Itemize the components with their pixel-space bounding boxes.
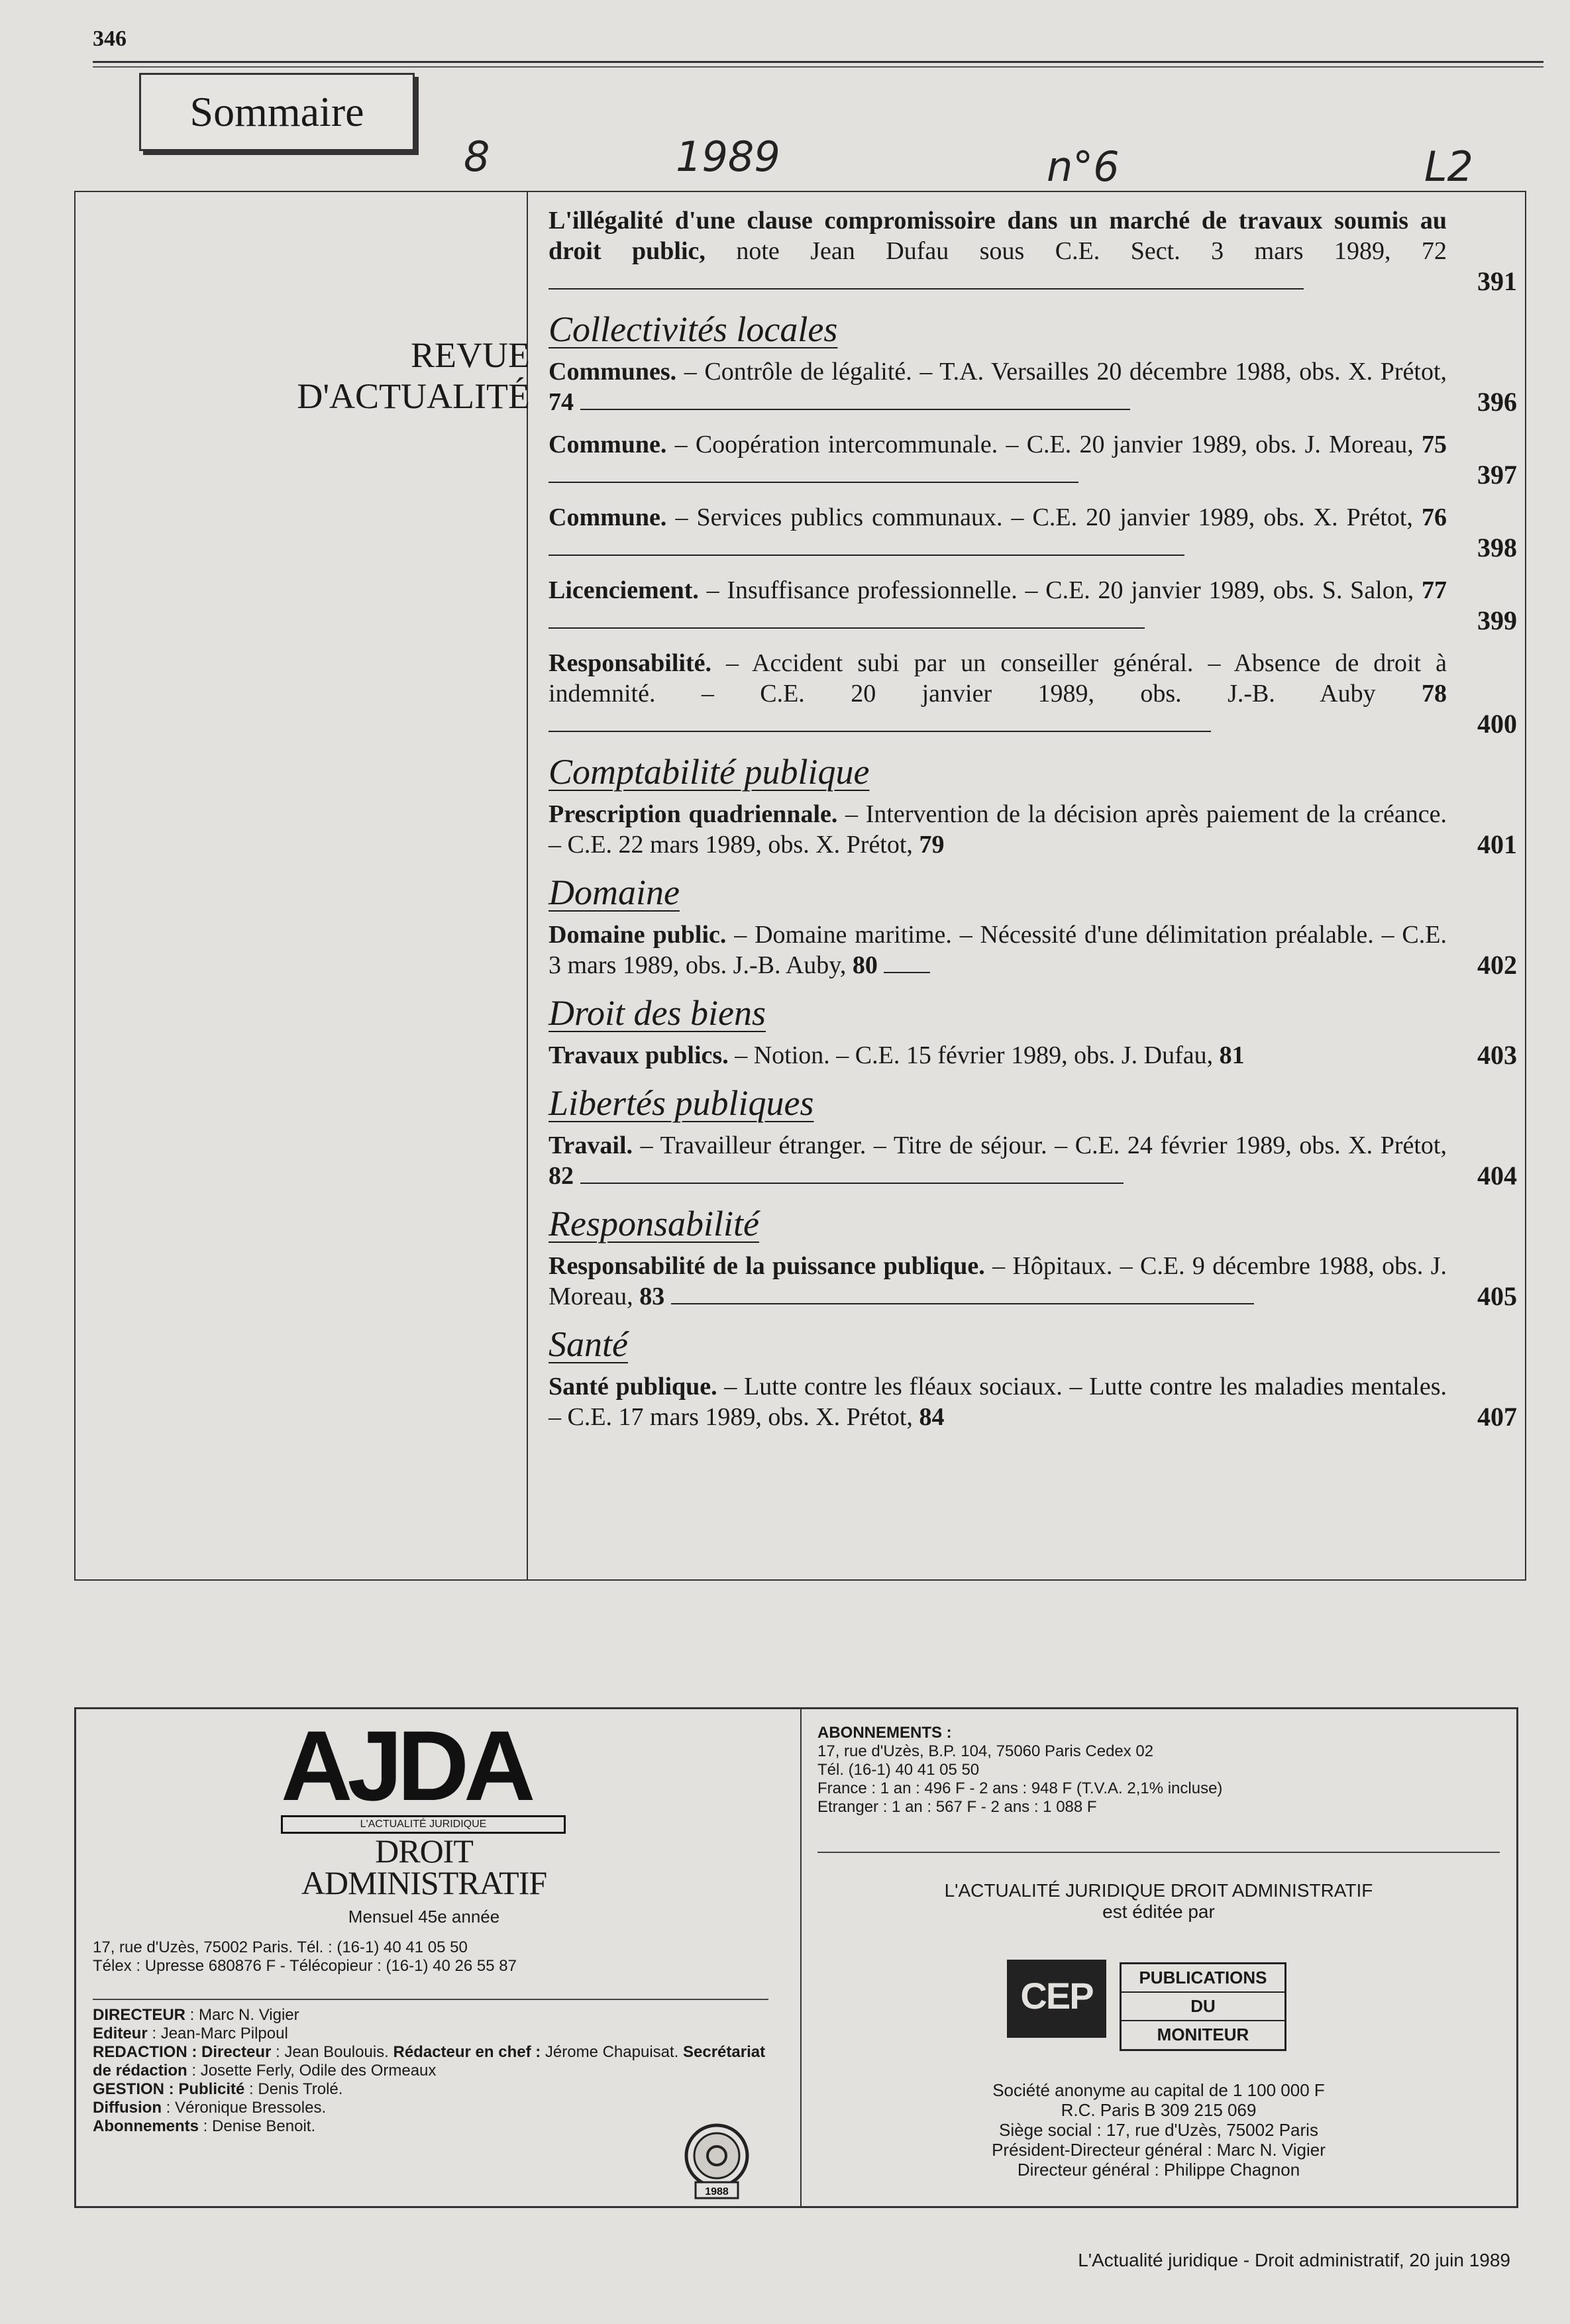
entry-page: 399 [1477, 606, 1517, 635]
section-label-line1: REVUE [411, 335, 530, 375]
price-france: France : 1 an : 496 F - 2 ans : 948 F (T.V.A. 2,1% incluse) [817, 1779, 1223, 1797]
entry-text: – Contrôle de légalité. – T.A. Versailles 20 décembre 1988, obs. X. Prétot, [676, 358, 1447, 386]
subscriptions-address: 17, rue d'Uzès, B.P. 104, 75060 Paris Cedex 02 [817, 1742, 1154, 1760]
entry-title: Responsabilité. [549, 649, 711, 677]
staff-list [93, 2006, 782, 2136]
running-footer: L'Actualité juridique - Droit administratif, 20 juin 1989 [1078, 2250, 1510, 2270]
staff-role: Secrétariat de rédaction [93, 2043, 766, 2080]
toc-heading: Droit des biens [549, 993, 766, 1033]
entry-page: 397 [1477, 460, 1517, 490]
publication-title-line1: DROIT [375, 1832, 473, 1870]
entry-text: – Notion. – C.E. 15 février 1989, obs. J. Dufau, [728, 1041, 1220, 1069]
staff-role: GESTION : Publicité [93, 2080, 245, 2098]
header-rule [93, 61, 1544, 63]
entry-number: 77 [1422, 576, 1447, 604]
divider [93, 1999, 768, 2000]
toc-heading: Comptabilité publique [549, 752, 870, 792]
toc-heading: Responsabilité [549, 1204, 759, 1243]
entry-title: Commune. [549, 431, 667, 458]
staff-name: Jean-Marc Pilpoul [160, 2025, 288, 2042]
toc-heading: Domaine [549, 872, 680, 912]
staff-role: REDACTION : Directeur [93, 2043, 272, 2061]
entry-page: 402 [1477, 950, 1517, 980]
company-info [817, 2080, 1500, 2180]
toc-heading: Santé [549, 1324, 628, 1364]
handwritten-note-3: n°6 [1047, 142, 1120, 191]
staff-role: Rédacteur en chef : [393, 2043, 541, 2061]
entry-title: Communes. [549, 358, 677, 386]
toc-entry-intro [549, 205, 1517, 297]
entry-text: – Travailleur étranger. – Titre de séjour. – C.E. 24 février 1989, obs. X. Prétot, [633, 1132, 1447, 1159]
toc-entry [549, 356, 1517, 417]
entry-number: 74 [549, 388, 574, 416]
masthead-divider [800, 1707, 802, 2206]
entry-text: – Lutte contre les fléaux sociaux. – Lutte contre les maladies mentales. – C.E. 17 mars 1989, obs. X. Prétot, [549, 1373, 1447, 1431]
leader-line [580, 1163, 1124, 1184]
entry-title: Travail. [549, 1132, 633, 1159]
handwritten-note-2: 1989 [676, 132, 780, 181]
company-line: Président-Directeur général : Marc N. Vigier [992, 2140, 1326, 2160]
staff-item: GESTION : Publicité : Denis Trolé. [93, 2080, 343, 2098]
entry-text: – Domaine maritime. – Nécessité d'une délimitation préalable. – C.E. 3 mars 1989, obs. J.-B. Auby, [549, 921, 1447, 979]
staff-name: Denise Benoit. [212, 2117, 316, 2135]
frequency: Mensuel 45e année [348, 1907, 500, 1927]
entry-number: 78 [1422, 680, 1447, 708]
page-title: Sommaire [139, 73, 415, 151]
staff-role: Abonnements [93, 2117, 199, 2135]
entry-page: 403 [1477, 1040, 1517, 1070]
telex-line: Télex : Upresse 680876 F - Télécopieur : (16-1) 40 26 55 87 [93, 1957, 517, 1975]
entry-page: 398 [1477, 533, 1517, 562]
entry-number: 75 [1422, 431, 1447, 458]
toc-entry [549, 799, 1517, 860]
entry-page: 400 [1477, 709, 1517, 739]
staff-name: Véronique Bressoles. [175, 2099, 327, 2117]
leader-line [580, 389, 1130, 410]
entry-title: L'illégalité d'une clause compromissoire dans un marché de travaux soumis au droit public, [549, 207, 1447, 265]
entry-number: 80 [852, 951, 878, 979]
staff-name: Jean Boulouis. [284, 2043, 393, 2061]
moniteur-line: DU [1122, 1993, 1284, 2021]
handwritten-note-4: L2 [1424, 142, 1473, 191]
page-number: 346 [93, 26, 127, 51]
publisher-note [817, 1880, 1500, 1923]
entry-page: 396 [1477, 387, 1517, 417]
entry-text: – Coopération intercommunale. – C.E. 20 janvier 1989, obs. J. Moreau, [666, 431, 1422, 458]
staff-item: REDACTION : Directeur : Jean Boulouis. Rédacteur en chef : Jérome Chapuisat. Secrétariat de rédaction : Josette Ferly, Odile des Ormeaux [93, 2043, 766, 2080]
leader-line [549, 268, 1304, 290]
toc-entry [549, 429, 1517, 490]
entry-page: 405 [1477, 1281, 1517, 1311]
entry-text: note Jean Dufau sous C.E. Sect. 3 mars 1989, 72 [705, 237, 1447, 265]
toc-entry [549, 1040, 1517, 1071]
publisher-note-line2: est éditée par [1102, 1901, 1215, 1922]
toc-list [549, 205, 1517, 1444]
staff-name: Jérome Chapuisat. [541, 2043, 684, 2061]
divider [817, 1852, 1500, 1853]
entry-page: 404 [1477, 1161, 1517, 1190]
entry-title: Responsabilité de la puissance publique. [549, 1252, 985, 1280]
leader-line [549, 462, 1078, 483]
entry-text: – Services publics communaux. – C.E. 20 janvier 1989, obs. X. Prétot, [666, 503, 1422, 531]
cep-logo: CEP [1007, 1960, 1106, 2038]
subscriptions-title: ABONNEMENTS : [817, 1724, 952, 1742]
entry-title: Travaux publics. [549, 1041, 729, 1069]
company-line: Siège social : 17, rue d'Uzès, 75002 Paris [999, 2120, 1318, 2140]
toc-entry [549, 575, 1517, 636]
entry-number: 84 [919, 1403, 945, 1431]
subscriptions [817, 1724, 1500, 1817]
staff-name: : Josette Ferly, Odile des Ormeaux [187, 2062, 437, 2080]
entry-text: – Insuffisance professionnelle. – C.E. 20 janvier 1989, obs. S. Salon, [698, 576, 1422, 604]
entry-page: 407 [1477, 1402, 1517, 1432]
toc-heading: Collectivités locales [549, 309, 838, 349]
staff-role: Diffusion [93, 2099, 162, 2117]
staff-item: Editeur : Jean-Marc Pilpoul [93, 2025, 288, 2042]
staff-role: Editeur [93, 2025, 148, 2042]
header-rule-thin [93, 66, 1544, 68]
staff-role: DIRECTEUR [93, 2006, 186, 2024]
handwritten-note-1: 8 [464, 132, 490, 181]
entry-number: 82 [549, 1162, 574, 1190]
toc-entry [549, 920, 1517, 980]
subscriptions-tel: Tél. (16-1) 40 41 05 50 [817, 1761, 980, 1779]
publisher-note-line1: L'ACTUALITÉ JURIDIQUE DROIT ADMINISTRATIF [944, 1880, 1373, 1901]
entry-text: – Accident subi par un conseiller général. – Absence de droit à indemnité. – C.E. 20 janvier 1989, obs. J.-B. Auby [549, 649, 1447, 708]
staff-item: Diffusion : Véronique Bressoles. [93, 2099, 327, 2117]
company-line: R.C. Paris B 309 215 069 [1061, 2100, 1257, 2120]
leader-line [671, 1283, 1254, 1304]
entry-page: 401 [1477, 829, 1517, 859]
staff-name: Marc N. Vigier [199, 2006, 299, 2024]
section-label-line2: D'ACTUALITÉ [297, 376, 530, 416]
toc-entry [549, 1251, 1517, 1312]
entry-page: 391 [1477, 266, 1517, 296]
ajda-logo: AJDA [281, 1710, 531, 1821]
entry-title: Commune. [549, 503, 667, 531]
staff-item: DIRECTEUR : Marc N. Vigier [93, 2006, 299, 2024]
entry-number: 83 [639, 1283, 665, 1310]
entry-title: Prescription quadriennale. [549, 800, 838, 828]
company-line: Directeur général : Philippe Chagnon [1017, 2160, 1300, 2180]
leader-line [549, 711, 1211, 732]
address-line: 17, rue d'Uzès, 75002 Paris. Tél. : (16-1) 40 41 05 50 [93, 1938, 468, 1956]
entry-title: Domaine public. [549, 921, 727, 949]
toc-entry [549, 1130, 1517, 1191]
entry-number: 81 [1219, 1041, 1245, 1069]
editorial-address [93, 1938, 782, 1976]
entry-title: Santé publique. [549, 1373, 717, 1400]
leader-line [549, 535, 1184, 556]
toc-entry [549, 648, 1517, 739]
entry-text: – Intervention de la décision après paiement de la créance. – C.E. 22 mars 1989, obs. X. Prétot, [549, 800, 1447, 859]
logo-band: L'ACTUALITÉ JURIDIQUE [281, 1815, 566, 1834]
moniteur-line: MONITEUR [1157, 2025, 1249, 2044]
entry-text: – Hôpitaux. – C.E. 9 décembre 1988, obs. J. Moreau, [549, 1252, 1447, 1310]
entry-title: Licenciement. [549, 576, 699, 604]
company-line: Société anonyme au capital de 1 100 000 F [992, 2080, 1325, 2100]
price-etranger: Etranger : 1 an : 567 F - 2 ans : 1 088 F [817, 1798, 1097, 1816]
staff-name: Denis Trolé. [258, 2080, 343, 2098]
entry-number: 76 [1422, 503, 1447, 531]
leader-line [549, 607, 1145, 629]
publication-title [252, 1832, 596, 1901]
seal-year: 1988 [705, 2186, 729, 2197]
staff-item: Abonnements : Denise Benoit. [93, 2117, 316, 2135]
ojd-seal-icon [676, 2120, 758, 2202]
toc-heading: Libertés publiques [549, 1083, 814, 1123]
moniteur-logo [1120, 1962, 1286, 2051]
moniteur-line: PUBLICATIONS [1122, 1964, 1284, 1993]
section-label [93, 335, 530, 417]
entry-number: 79 [919, 831, 945, 859]
publication-title-line2: ADMINISTRATIF [301, 1864, 547, 1901]
toc-entry [549, 1371, 1517, 1432]
leader-line [884, 952, 930, 973]
toc-entry [549, 502, 1517, 563]
